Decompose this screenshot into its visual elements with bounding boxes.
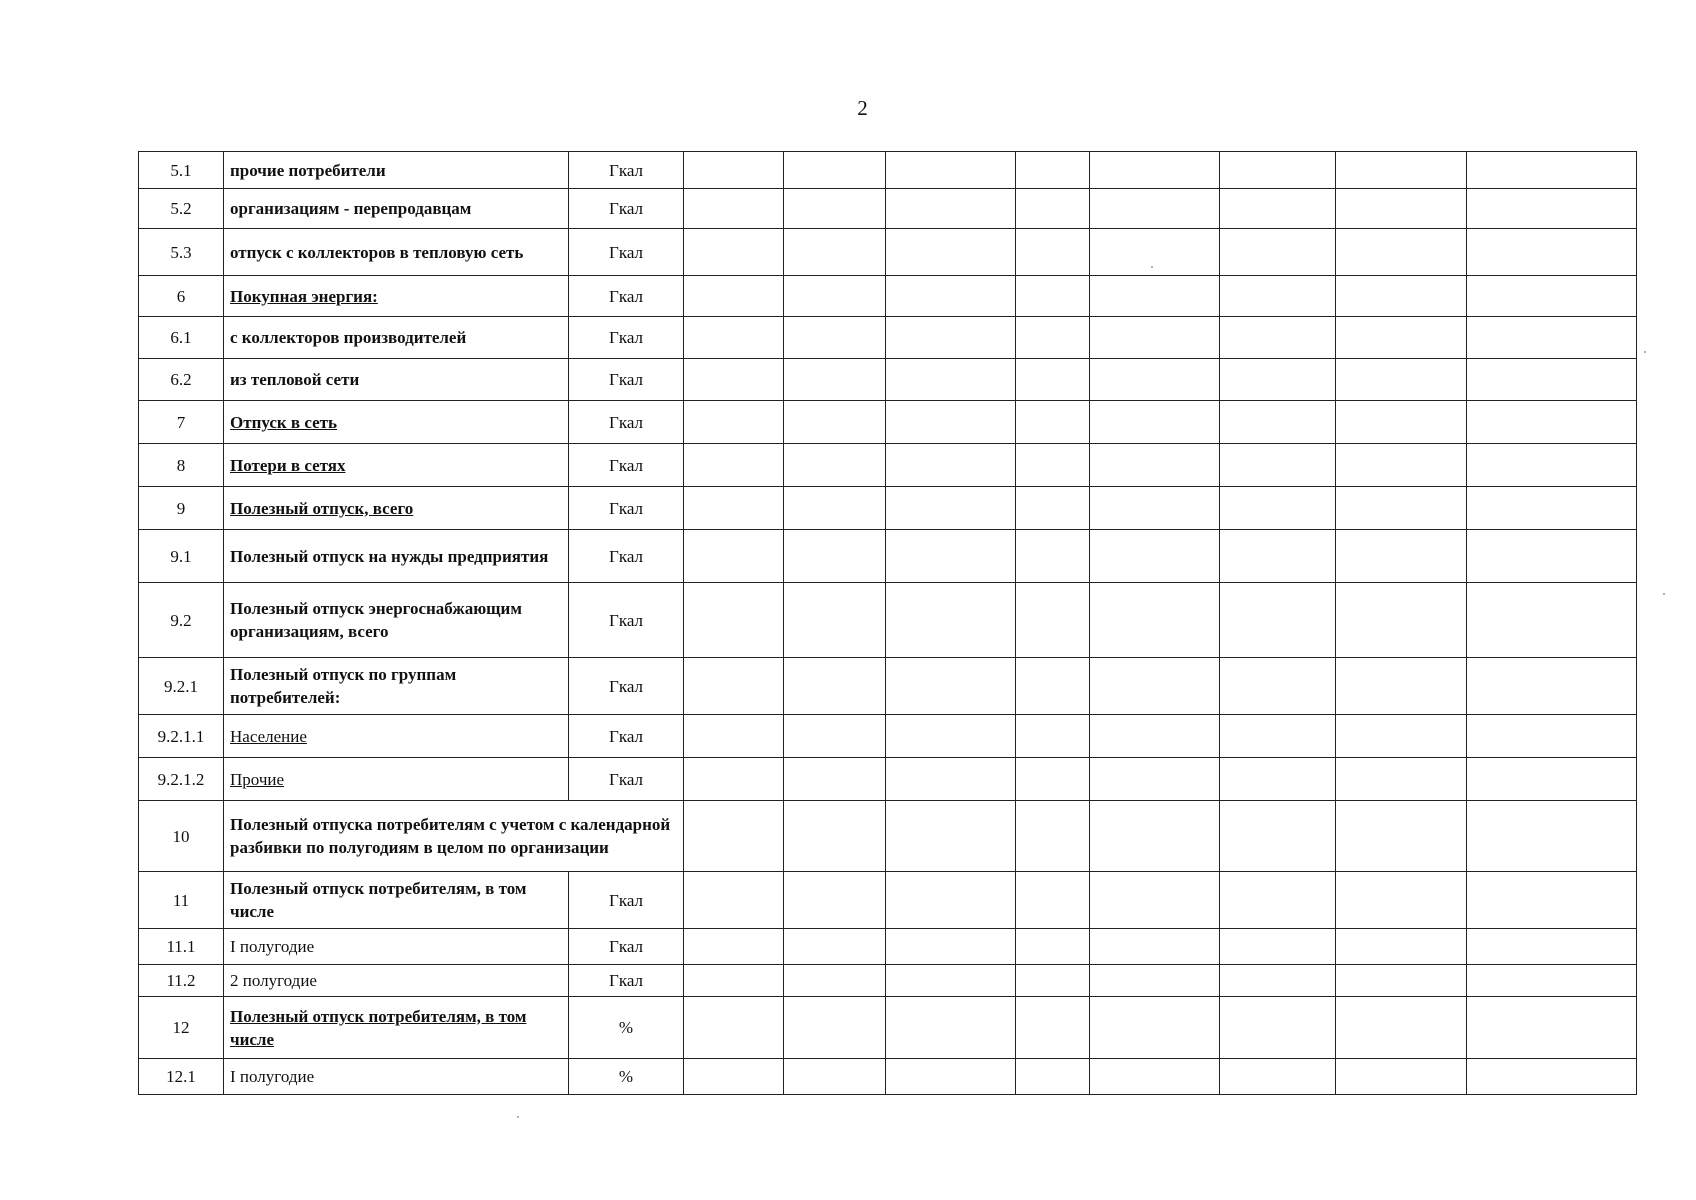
value-cell[interactable] <box>684 444 784 487</box>
value-cell[interactable] <box>784 872 886 929</box>
value-cell[interactable] <box>1336 965 1467 997</box>
row-name: Покупная энергия: <box>230 286 378 306</box>
value-cell[interactable] <box>1336 444 1467 487</box>
row-unit: Гкал <box>569 929 684 965</box>
value-cell[interactable] <box>684 583 784 658</box>
row-number: 12 <box>139 997 224 1059</box>
value-cell[interactable] <box>684 401 784 444</box>
value-cell[interactable] <box>1016 530 1090 583</box>
value-cell[interactable] <box>886 658 1016 715</box>
row-number: 9.2.1 <box>139 658 224 715</box>
row-name: Отпуск в сеть <box>230 412 338 432</box>
value-cell[interactable] <box>886 1059 1016 1095</box>
value-cell[interactable] <box>886 444 1016 487</box>
value-cell[interactable] <box>1090 487 1220 530</box>
value-cell[interactable] <box>886 929 1016 965</box>
value-cell[interactable] <box>784 444 886 487</box>
value-cell[interactable] <box>784 801 886 872</box>
value-cell[interactable] <box>1090 317 1220 359</box>
value-cell[interactable] <box>1220 401 1336 444</box>
value-cell[interactable] <box>784 658 886 715</box>
value-cell[interactable] <box>1336 401 1467 444</box>
value-cell[interactable] <box>1336 487 1467 530</box>
row-name: отпуск с коллекторов в тепловую сеть <box>230 242 524 262</box>
row-number: 5.2 <box>139 189 224 229</box>
value-cell[interactable] <box>684 872 784 929</box>
value-cell[interactable] <box>886 276 1016 317</box>
value-cell[interactable] <box>1220 583 1336 658</box>
row-number: 9 <box>139 487 224 530</box>
value-cell[interactable] <box>1090 801 1220 872</box>
row-unit: Гкал <box>569 276 684 317</box>
table-row <box>139 276 1637 317</box>
value-cell[interactable] <box>1336 583 1467 658</box>
value-cell[interactable] <box>784 359 886 401</box>
value-cell[interactable] <box>684 152 784 189</box>
row-name: из тепловой сети <box>230 370 360 389</box>
value-cell[interactable] <box>784 929 886 965</box>
value-cell[interactable] <box>1336 152 1467 189</box>
value-cell[interactable] <box>1016 359 1090 401</box>
value-cell[interactable] <box>1336 359 1467 401</box>
table-row <box>139 401 1637 444</box>
value-cell[interactable] <box>784 1059 886 1095</box>
row-unit: Гкал <box>569 758 684 801</box>
row-number: 6 <box>139 276 224 317</box>
value-cell[interactable] <box>1336 317 1467 359</box>
row-unit: Гкал <box>569 965 684 997</box>
table-row <box>139 444 1637 487</box>
value-cell[interactable] <box>784 758 886 801</box>
row-name-cell <box>224 801 684 872</box>
value-cell[interactable] <box>1467 658 1637 715</box>
value-cell[interactable] <box>1016 189 1090 229</box>
table-row <box>139 152 1637 189</box>
value-cell[interactable] <box>784 229 886 276</box>
value-cell[interactable] <box>1467 317 1637 359</box>
value-cell[interactable] <box>1016 715 1090 758</box>
value-cell[interactable] <box>886 152 1016 189</box>
row-name: 2 полугодие <box>230 971 317 990</box>
value-cell[interactable] <box>1220 487 1336 530</box>
value-cell[interactable] <box>1336 801 1467 872</box>
value-cell[interactable] <box>684 801 784 872</box>
row-number: 11.1 <box>139 929 224 965</box>
value-cell[interactable] <box>1016 929 1090 965</box>
table-row <box>139 965 1637 997</box>
row-number: 5.1 <box>139 152 224 189</box>
value-cell[interactable] <box>1220 715 1336 758</box>
table-row <box>139 715 1637 758</box>
value-cell[interactable] <box>784 401 886 444</box>
value-cell[interactable] <box>1467 715 1637 758</box>
table-body <box>139 152 1637 1095</box>
row-number: 10 <box>139 801 224 872</box>
value-cell[interactable] <box>1090 658 1220 715</box>
value-cell[interactable] <box>1090 530 1220 583</box>
value-cell[interactable] <box>1090 929 1220 965</box>
table-row <box>139 801 1637 872</box>
value-cell[interactable] <box>1220 530 1336 583</box>
value-cell[interactable] <box>1220 444 1336 487</box>
value-cell[interactable] <box>784 189 886 229</box>
value-cell[interactable] <box>1090 965 1220 997</box>
row-number: 9.2.1.1 <box>139 715 224 758</box>
value-cell[interactable] <box>784 152 886 189</box>
value-cell[interactable] <box>1220 1059 1336 1095</box>
value-cell[interactable] <box>1336 872 1467 929</box>
value-cell[interactable] <box>1467 1059 1637 1095</box>
row-unit: Гкал <box>569 152 684 189</box>
row-unit: Гкал <box>569 229 684 276</box>
value-cell[interactable] <box>1090 997 1220 1059</box>
table-row <box>139 530 1637 583</box>
row-name: Прочие <box>230 769 285 789</box>
value-cell[interactable] <box>1336 1059 1467 1095</box>
row-name-cell <box>224 359 569 401</box>
table-row <box>139 997 1637 1059</box>
row-name-cell <box>224 929 569 965</box>
value-cell[interactable] <box>1016 872 1090 929</box>
table-row <box>139 189 1637 229</box>
value-cell[interactable] <box>684 929 784 965</box>
value-cell[interactable] <box>684 189 784 229</box>
row-number: 11 <box>139 872 224 929</box>
value-cell[interactable] <box>684 317 784 359</box>
value-cell[interactable] <box>1336 276 1467 317</box>
value-cell[interactable] <box>886 530 1016 583</box>
value-cell[interactable] <box>1016 965 1090 997</box>
value-cell[interactable] <box>1090 1059 1220 1095</box>
row-number: 6.1 <box>139 317 224 359</box>
row-name-cell <box>224 152 569 189</box>
value-cell[interactable] <box>1467 359 1637 401</box>
table-row <box>139 359 1637 401</box>
row-unit: Гкал <box>569 359 684 401</box>
value-cell[interactable] <box>1467 929 1637 965</box>
value-cell[interactable] <box>1016 152 1090 189</box>
row-name: Полезный отпуск энергоснабжающим организациям, всего <box>230 599 522 641</box>
value-cell[interactable] <box>1220 929 1336 965</box>
value-cell[interactable] <box>1220 965 1336 997</box>
value-cell[interactable] <box>1016 758 1090 801</box>
value-cell[interactable] <box>1467 965 1637 997</box>
value-cell[interactable] <box>1467 401 1637 444</box>
scan-speck <box>1663 593 1665 595</box>
row-name-cell <box>224 401 569 444</box>
row-number: 9.2.1.2 <box>139 758 224 801</box>
value-cell[interactable] <box>1220 997 1336 1059</box>
table-row <box>139 583 1637 658</box>
row-name-cell <box>224 583 569 658</box>
value-cell[interactable] <box>1336 929 1467 965</box>
page-number: 2 <box>857 96 868 120</box>
table-row <box>139 229 1637 276</box>
value-cell[interactable] <box>1016 444 1090 487</box>
row-unit: Гкал <box>569 487 684 530</box>
value-cell[interactable] <box>784 487 886 530</box>
row-name-cell <box>224 487 569 530</box>
value-cell[interactable] <box>1220 152 1336 189</box>
data-table <box>138 151 1637 1095</box>
row-unit: Гкал <box>569 189 684 229</box>
value-cell[interactable] <box>784 276 886 317</box>
row-unit: % <box>569 997 684 1059</box>
value-cell[interactable] <box>1016 401 1090 444</box>
table-row <box>139 317 1637 359</box>
value-cell[interactable] <box>1467 276 1637 317</box>
value-cell[interactable] <box>1016 276 1090 317</box>
value-cell[interactable] <box>1220 758 1336 801</box>
value-cell[interactable] <box>784 965 886 997</box>
value-cell[interactable] <box>1090 401 1220 444</box>
row-unit: Гкал <box>569 715 684 758</box>
value-cell[interactable] <box>684 965 784 997</box>
row-name: Население <box>230 726 307 746</box>
row-name: Полезный отпуска потребителям с учетом с календарной разбивки по полугодиям в целом по организации <box>230 815 671 857</box>
row-name-cell <box>224 276 569 317</box>
row-unit: Гкал <box>569 317 684 359</box>
value-cell[interactable] <box>684 359 784 401</box>
value-cell[interactable] <box>1016 658 1090 715</box>
row-name: организациям - перепродавцам <box>230 199 472 218</box>
row-name: Полезный отпуск на нужды предприятия <box>230 546 549 566</box>
value-cell[interactable] <box>684 758 784 801</box>
value-cell[interactable] <box>1336 189 1467 229</box>
table-row <box>139 1059 1637 1095</box>
value-cell[interactable] <box>684 229 784 276</box>
row-name-cell <box>224 658 569 715</box>
row-number: 5.3 <box>139 229 224 276</box>
row-name-cell <box>224 229 569 276</box>
row-number: 9.1 <box>139 530 224 583</box>
row-name-cell <box>224 872 569 929</box>
value-cell[interactable] <box>1467 872 1637 929</box>
value-cell[interactable] <box>886 583 1016 658</box>
row-name-cell <box>224 189 569 229</box>
value-cell[interactable] <box>784 583 886 658</box>
row-name: Полезный отпуск потребителям, в том числе <box>230 879 527 921</box>
value-cell[interactable] <box>1090 189 1220 229</box>
value-cell[interactable] <box>1336 715 1467 758</box>
value-cell[interactable] <box>886 229 1016 276</box>
value-cell[interactable] <box>1220 658 1336 715</box>
value-cell[interactable] <box>1220 189 1336 229</box>
value-cell[interactable] <box>684 487 784 530</box>
value-cell[interactable] <box>886 801 1016 872</box>
value-cell[interactable] <box>684 530 784 583</box>
row-name-cell <box>224 317 569 359</box>
value-cell[interactable] <box>1090 359 1220 401</box>
value-cell[interactable] <box>1467 487 1637 530</box>
row-name: прочие потребители <box>230 160 386 180</box>
value-cell[interactable] <box>1090 715 1220 758</box>
value-cell[interactable] <box>684 1059 784 1095</box>
value-cell[interactable] <box>784 997 886 1059</box>
value-cell[interactable] <box>784 530 886 583</box>
value-cell[interactable] <box>1220 276 1336 317</box>
value-cell[interactable] <box>1467 801 1637 872</box>
row-name: I полугодие <box>230 937 315 956</box>
row-name: Полезный отпуск, всего <box>230 498 414 518</box>
value-cell[interactable] <box>684 997 784 1059</box>
value-cell[interactable] <box>1336 530 1467 583</box>
row-number: 6.2 <box>139 359 224 401</box>
value-cell[interactable] <box>1016 317 1090 359</box>
value-cell[interactable] <box>1016 997 1090 1059</box>
row-unit: Гкал <box>569 872 684 929</box>
row-number: 9.2 <box>139 583 224 658</box>
row-name: Потери в сетях <box>230 455 346 475</box>
value-cell[interactable] <box>886 401 1016 444</box>
value-cell[interactable] <box>886 758 1016 801</box>
value-cell[interactable] <box>1016 583 1090 658</box>
row-name-cell <box>224 444 569 487</box>
value-cell[interactable] <box>1467 444 1637 487</box>
row-unit: Гкал <box>569 444 684 487</box>
value-cell[interactable] <box>1467 997 1637 1059</box>
value-cell[interactable] <box>1090 758 1220 801</box>
value-cell[interactable] <box>784 715 886 758</box>
value-cell[interactable] <box>1016 801 1090 872</box>
value-cell[interactable] <box>1016 1059 1090 1095</box>
row-name: Полезный отпуск по группам потребителей: <box>230 665 457 707</box>
scan-speck <box>1644 351 1646 353</box>
row-number: 11.2 <box>139 965 224 997</box>
row-name: I полугодие <box>230 1067 315 1086</box>
value-cell[interactable] <box>1467 583 1637 658</box>
value-cell[interactable] <box>1467 189 1637 229</box>
row-name-cell <box>224 758 569 801</box>
scan-speck <box>517 1116 519 1118</box>
row-name-cell <box>224 965 569 997</box>
value-cell[interactable] <box>886 872 1016 929</box>
value-cell[interactable] <box>886 487 1016 530</box>
value-cell[interactable] <box>1220 801 1336 872</box>
value-cell[interactable] <box>1090 444 1220 487</box>
value-cell[interactable] <box>1016 229 1090 276</box>
value-cell[interactable] <box>1336 997 1467 1059</box>
value-cell[interactable] <box>684 658 784 715</box>
value-cell[interactable] <box>1090 276 1220 317</box>
row-name-cell <box>224 997 569 1059</box>
value-cell[interactable] <box>886 997 1016 1059</box>
value-cell[interactable] <box>684 276 784 317</box>
value-cell[interactable] <box>1220 359 1336 401</box>
value-cell[interactable] <box>684 715 784 758</box>
value-cell[interactable] <box>886 189 1016 229</box>
value-cell[interactable] <box>1220 317 1336 359</box>
row-number: 12.1 <box>139 1059 224 1095</box>
row-number: 7 <box>139 401 224 444</box>
value-cell[interactable] <box>886 317 1016 359</box>
row-number: 8 <box>139 444 224 487</box>
value-cell[interactable] <box>784 317 886 359</box>
row-name-cell <box>224 715 569 758</box>
value-cell[interactable] <box>1467 530 1637 583</box>
row-unit: Гкал <box>569 530 684 583</box>
value-cell[interactable] <box>1090 583 1220 658</box>
row-unit: Гкал <box>569 583 684 658</box>
value-cell[interactable] <box>1090 152 1220 189</box>
row-unit: Гкал <box>569 658 684 715</box>
table-row <box>139 929 1637 965</box>
table-row <box>139 658 1637 715</box>
value-cell[interactable] <box>1467 229 1637 276</box>
row-name-cell <box>224 1059 569 1095</box>
value-cell[interactable] <box>1336 758 1467 801</box>
value-cell[interactable] <box>1090 872 1220 929</box>
value-cell[interactable] <box>886 715 1016 758</box>
row-unit: Гкал <box>569 401 684 444</box>
value-cell[interactable] <box>1336 658 1467 715</box>
row-name: Полезный отпуск потребителям, в том числе <box>230 1006 527 1049</box>
row-name: с коллекторов производителей <box>230 328 467 347</box>
value-cell[interactable] <box>1467 152 1637 189</box>
value-cell[interactable] <box>1220 229 1336 276</box>
value-cell[interactable] <box>1336 229 1467 276</box>
row-unit: % <box>569 1059 684 1095</box>
row-name-cell <box>224 530 569 583</box>
value-cell[interactable] <box>886 965 1016 997</box>
value-cell[interactable] <box>1467 758 1637 801</box>
table-row <box>139 872 1637 929</box>
value-cell[interactable] <box>1090 229 1220 276</box>
value-cell[interactable] <box>1016 487 1090 530</box>
value-cell[interactable] <box>886 359 1016 401</box>
scan-speck <box>1151 266 1153 268</box>
value-cell[interactable] <box>1220 872 1336 929</box>
table-row <box>139 758 1637 801</box>
table-row <box>139 487 1637 530</box>
